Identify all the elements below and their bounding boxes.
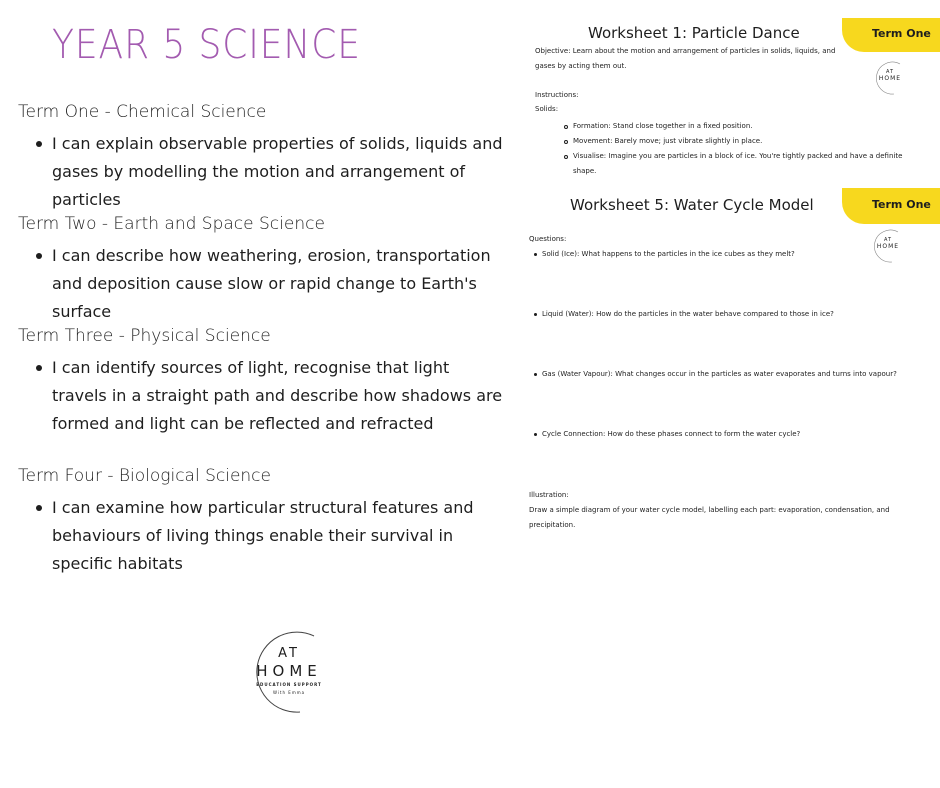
logo-home-text: HOME: [878, 75, 902, 82]
term-outcome: [18, 494, 508, 578]
logo-at-text: AT: [883, 237, 893, 243]
worksheet-objective: Objective: Learn about the motion and arrangement of particles in solids, liquids, and gases by acting them out.: [535, 47, 836, 70]
question-item: Cycle Connection: How do these phases connect to form the water cycle?: [534, 430, 800, 438]
term-one-section: [18, 102, 508, 214]
worksheet-title: Worksheet 5: Water Cycle Model: [570, 196, 814, 214]
term-outcome-text: I can identify sources of light, recognise that light travels in a straight path and describe how shadows are formed and light can be reflected and refracted: [52, 358, 503, 433]
bullet-icon: [534, 433, 537, 436]
list-item: Movement: Barely move; just vibrate slightly in place.: [564, 134, 904, 149]
worksheet-title: Worksheet 1: Particle Dance: [588, 24, 800, 42]
question-item: Liquid (Water): How do the particles in the water behave compared to those in ice?: [534, 310, 834, 318]
bullet-icon: [534, 313, 537, 316]
list-item: Visualise: Imagine you are particles in a block of ice. You're tightly packed and have a definite shape.: [564, 149, 904, 179]
logo-at-text: AT: [278, 646, 300, 661]
circle-bullet-icon: [564, 125, 568, 129]
logo-home-text: HOME: [256, 662, 322, 680]
term-tab: [842, 188, 940, 224]
term-heading: Term Three - Physical Science: [18, 326, 271, 346]
solids-label: Solids:: [535, 105, 559, 113]
solids-list: [564, 119, 904, 179]
instructions-label: Instructions:: [535, 91, 579, 99]
term-heading: Term One - Chemical Science: [18, 102, 267, 122]
worksheet-5-preview: [524, 188, 940, 538]
term-heading: Term Four - Biological Science: [18, 466, 271, 486]
mini-logo: [870, 228, 906, 264]
term-tab-label: Term One: [872, 198, 931, 211]
term-tab-label: Term One: [872, 27, 931, 40]
page-title: YEAR 5 SCIENCE: [52, 22, 361, 68]
term-outcome: [18, 354, 508, 438]
illustration-text: Draw a simple diagram of your water cycle model, labelling each part: evaporation, condensation, and precipitation.: [529, 506, 890, 529]
bullet-icon: [534, 253, 537, 256]
list-item: Formation: Stand close together in a fixed position.: [564, 119, 904, 134]
bullet-icon: [36, 253, 42, 259]
bullet-icon: [36, 141, 42, 147]
term-tab: [842, 18, 940, 52]
circle-bullet-icon: [564, 155, 568, 159]
at-home-logo: [244, 626, 334, 716]
question-item: Gas (Water Vapour): What changes occur in the particles as water evaporates and turns into vapour?: [534, 370, 897, 378]
logo-tagline: With Emma: [272, 690, 306, 695]
bullet-icon: [36, 505, 42, 511]
mini-logo: [872, 60, 908, 96]
circle-bullet-icon: [564, 140, 568, 144]
term-outcome: [18, 242, 508, 326]
term-two-section: [18, 214, 508, 326]
term-outcome-text: I can examine how particular structural features and behaviours of living things enable their survival in specific habitats: [52, 498, 474, 573]
term-outcome: [18, 130, 508, 214]
logo-home-text: HOME: [876, 243, 900, 250]
illustration-label: Illustration:: [529, 491, 569, 499]
logo-at-text: AT: [885, 69, 895, 75]
logo-subtitle: EDUCATION SUPPORT: [256, 682, 322, 687]
bullet-icon: [36, 365, 42, 371]
term-four-section: [18, 466, 508, 578]
questions-label: Questions:: [529, 235, 567, 243]
term-three-section: [18, 326, 508, 438]
bullet-icon: [534, 373, 537, 376]
term-heading: Term Two - Earth and Space Science: [18, 214, 325, 234]
term-outcome-text: I can explain observable properties of solids, liquids and gases by modelling the motion and arrangement of particles: [52, 134, 503, 209]
term-outcome-text: I can describe how weathering, erosion, transportation and deposition cause slow or rapid change to Earth's surface: [52, 246, 491, 321]
worksheet-1-preview: [528, 18, 940, 183]
question-item: Solid (Ice): What happens to the particles in the ice cubes as they melt?: [534, 250, 795, 258]
